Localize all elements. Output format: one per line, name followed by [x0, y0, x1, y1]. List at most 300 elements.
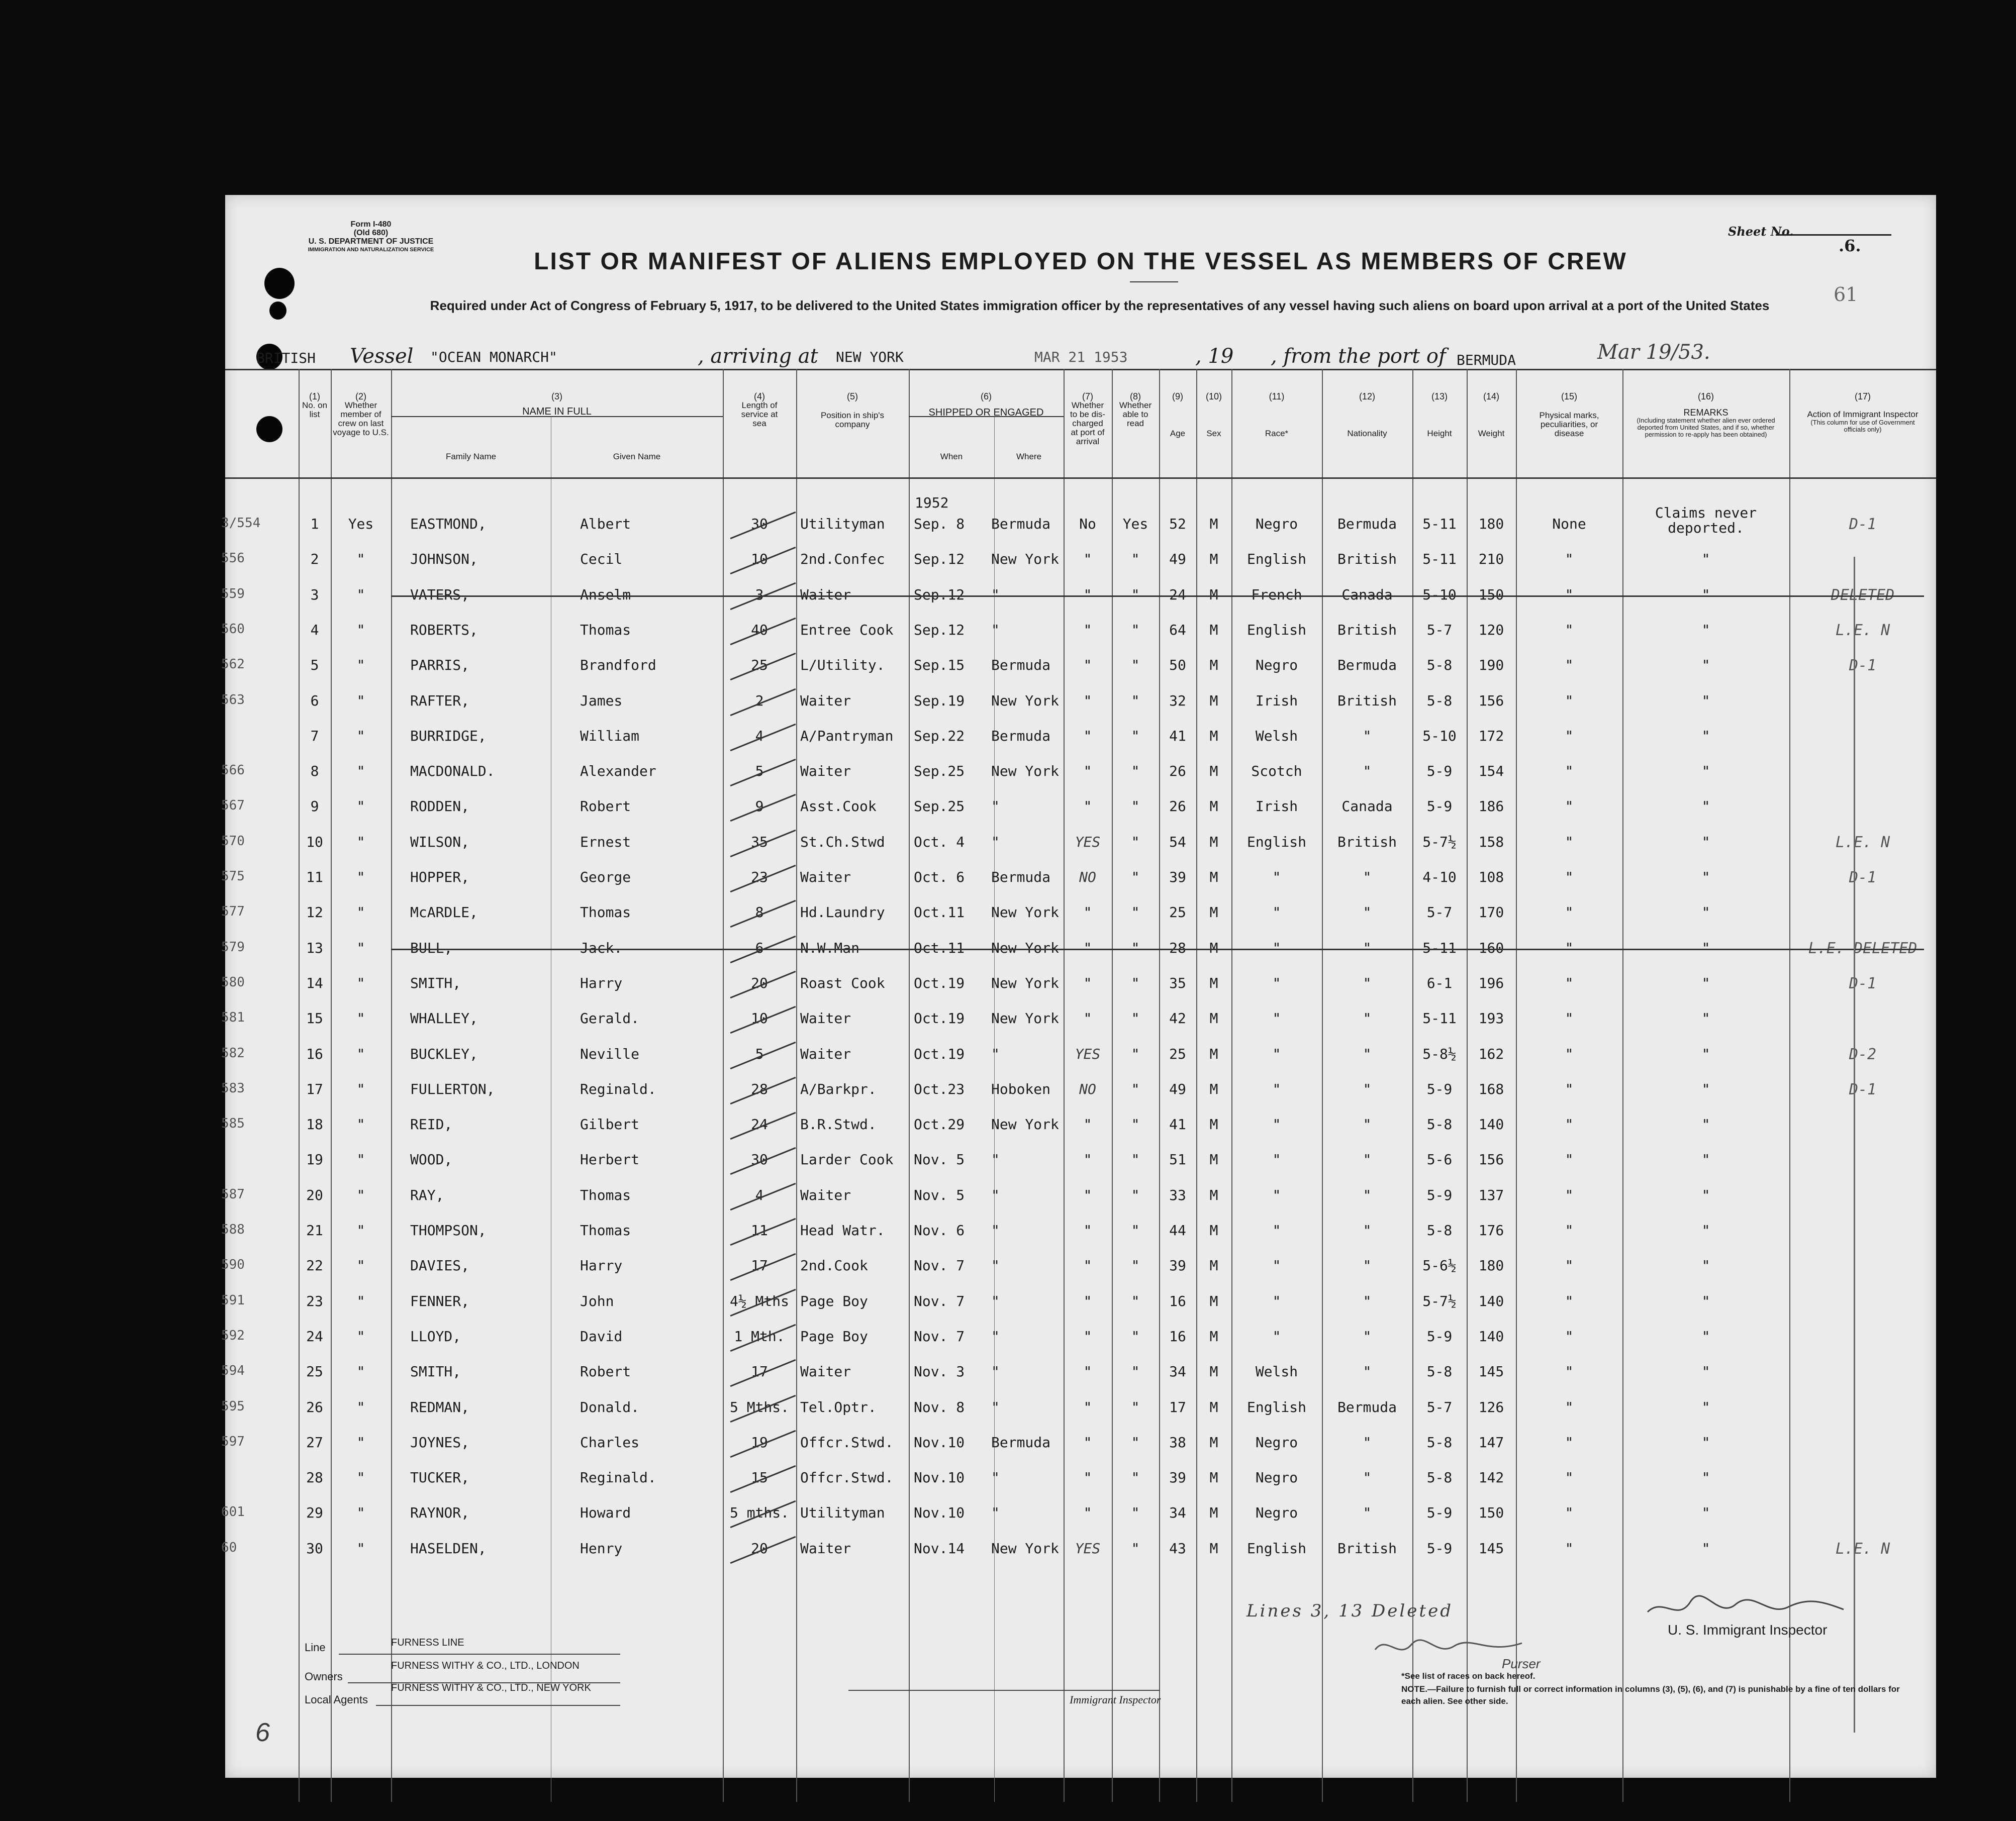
cell-age: 17 — [1169, 1399, 1186, 1415]
cell-service: 24 — [751, 1116, 768, 1133]
cell-family: REID, — [410, 1116, 453, 1133]
cell-nationality: " — [1363, 940, 1372, 956]
cell-discharged: No — [1079, 516, 1096, 532]
col-subheader-family: Family Name — [445, 452, 497, 461]
cell-where: " — [991, 1257, 1000, 1274]
cell-position: Larder Cook — [800, 1151, 894, 1168]
cell-when: Oct.23 — [914, 1081, 965, 1097]
cell-no: 6 — [310, 692, 319, 709]
cell-remarks: " — [1701, 692, 1710, 709]
cell-weight: 176 — [1478, 1222, 1504, 1239]
cell-age: 50 — [1169, 657, 1186, 673]
cell-ref: 562 — [221, 657, 245, 672]
cell-given: Ernest — [580, 834, 631, 850]
cell-when: Oct.11 — [914, 940, 965, 956]
cell-ref: 566 — [221, 763, 245, 778]
cell-where: " — [991, 1399, 1000, 1415]
cell-weight: 170 — [1478, 904, 1504, 921]
cell-discharged: " — [1083, 1363, 1092, 1380]
cell-action: D-1 — [1849, 1081, 1877, 1098]
cell-where: New York — [991, 763, 1059, 779]
cell-given: Thomas — [580, 622, 631, 638]
cell-where: New York — [991, 1116, 1059, 1133]
cell-sex: M — [1209, 1293, 1218, 1309]
cell-where: " — [991, 1363, 1000, 1380]
cell-nationality: " — [1363, 1116, 1372, 1133]
col-header-sex — [1196, 392, 1231, 438]
cell-ref: 560 — [221, 622, 245, 637]
col-label: Position in ship's company — [820, 411, 885, 429]
cell-height: 5-6 — [1426, 1151, 1453, 1168]
cell-discharged: " — [1083, 657, 1092, 673]
col-label: Whether to be dis-charged at port of arrival — [1070, 400, 1105, 446]
cell-when: Sep.25 — [914, 763, 965, 779]
cell-crew: " — [356, 1540, 365, 1557]
cell-given: Thomas — [580, 904, 631, 921]
cell-action: D-1 — [1849, 516, 1877, 533]
cell-sex: M — [1209, 1081, 1218, 1097]
cell-height: 5-8 — [1426, 1222, 1453, 1239]
cell-nationality: " — [1363, 904, 1372, 921]
cell-nationality: " — [1363, 1187, 1372, 1203]
cell-crew: " — [356, 1116, 365, 1133]
cell-ref: 590 — [221, 1257, 245, 1272]
col-label: Nationality — [1347, 429, 1387, 438]
owners-label: Owners — [305, 1670, 343, 1683]
cell-when: Nov. 8 — [914, 1399, 965, 1415]
cell-sex: M — [1209, 834, 1218, 850]
col-header-marks — [1516, 392, 1622, 438]
cell-crew: " — [356, 1399, 365, 1415]
cell-family: BURRIDGE, — [410, 728, 487, 744]
cell-given: Henry — [580, 1540, 623, 1557]
cell-service: 3 — [755, 586, 764, 603]
cell-position: Page Boy — [800, 1328, 868, 1345]
cell-no: 27 — [306, 1434, 323, 1451]
cell-marks: " — [1565, 1399, 1574, 1415]
cell-age: 64 — [1169, 622, 1186, 638]
cell-action: D-1 — [1849, 657, 1877, 674]
cell-height: 5-11 — [1422, 1010, 1457, 1027]
arriving-label: , arriving at — [698, 345, 818, 368]
cell-race: English — [1246, 551, 1306, 567]
cell-race: " — [1272, 975, 1281, 991]
cell-remarks: " — [1701, 1010, 1710, 1027]
agents-label: Local Agents — [305, 1693, 368, 1706]
cell-remarks: " — [1701, 1222, 1710, 1239]
cell-position: Waiter — [800, 1363, 851, 1380]
cell-when: Oct.19 — [914, 975, 965, 991]
cell-discharged: " — [1083, 586, 1092, 603]
cell-service: 10 — [751, 551, 768, 567]
cell-remarks: " — [1701, 1081, 1710, 1097]
cell-service: 17 — [751, 1363, 768, 1380]
cell-family: RAY, — [410, 1187, 444, 1203]
cell-family: EASTMOND, — [410, 516, 487, 532]
cell-position: B.R.Stwd. — [800, 1116, 877, 1133]
cell-remarks: Claims never deported. — [1655, 504, 1757, 536]
cell-family: THOMPSON, — [410, 1222, 487, 1239]
line-value: FURNESS LINE — [391, 1637, 464, 1648]
cell-weight: 172 — [1478, 728, 1504, 744]
col-num: (9) — [1172, 391, 1183, 401]
cell-given: Thomas — [580, 1222, 631, 1239]
cell-crew: " — [356, 940, 365, 956]
cell-height: 5-9 — [1426, 1540, 1453, 1557]
cell-given: Robert — [580, 798, 631, 815]
cell-position: Waiter — [800, 1010, 851, 1027]
cell-read: " — [1131, 834, 1140, 850]
year-note: 1952 — [915, 494, 949, 511]
cell-sex: M — [1209, 1010, 1218, 1027]
cell-marks: " — [1565, 728, 1574, 744]
cell-marks: " — [1565, 1222, 1574, 1239]
cell-family: TUCKER, — [410, 1469, 470, 1486]
cell-race: Negro — [1255, 657, 1298, 673]
cell-ref: 577 — [221, 904, 245, 919]
cell-position: Tel.Optr. — [800, 1399, 877, 1415]
cell-when: Oct.11 — [914, 904, 965, 921]
cell-age: 26 — [1169, 798, 1186, 815]
cell-age: 34 — [1169, 1504, 1186, 1521]
cell-no: 10 — [306, 834, 323, 850]
from-port-label: , from the port of — [1271, 345, 1446, 368]
cell-remarks: " — [1701, 1540, 1710, 1557]
cell-height: 5-7½ — [1422, 834, 1457, 850]
cell-crew: " — [356, 1046, 365, 1062]
cell-race: " — [1272, 1293, 1281, 1309]
cell-read: " — [1131, 1399, 1140, 1415]
cell-given: Anselm — [580, 586, 631, 603]
cell-where: " — [991, 586, 1000, 603]
cell-nationality: " — [1363, 1363, 1372, 1380]
cell-crew: " — [356, 904, 365, 921]
cell-discharged: " — [1083, 975, 1092, 991]
cell-service: 8 — [755, 904, 764, 921]
cell-marks: None — [1552, 516, 1586, 532]
cell-when: Sep.12 — [914, 622, 965, 638]
cell-when: Nov. 3 — [914, 1363, 965, 1380]
cell-weight: 196 — [1478, 975, 1504, 991]
cell-crew: Yes — [348, 516, 374, 532]
cell-read: " — [1131, 975, 1140, 991]
cell-age: 16 — [1169, 1328, 1186, 1345]
cell-crew: " — [356, 551, 365, 567]
cell-race: " — [1272, 1010, 1281, 1027]
cell-weight: 147 — [1478, 1434, 1504, 1451]
cell-age: 52 — [1169, 516, 1186, 532]
cell-family: SMITH, — [410, 975, 461, 991]
cell-age: 44 — [1169, 1222, 1186, 1239]
cell-nationality: British — [1337, 834, 1397, 850]
cell-where: New York — [991, 692, 1059, 709]
cell-remarks: " — [1701, 1116, 1710, 1133]
cell-sex: M — [1209, 975, 1218, 991]
cell-age: 41 — [1169, 728, 1186, 744]
cell-remarks: " — [1701, 586, 1710, 603]
cell-service: 30 — [751, 1151, 768, 1168]
cell-service: 5 mths. — [729, 1504, 789, 1521]
cell-ref: 597 — [221, 1434, 245, 1449]
cell-action: L.E. N — [1835, 622, 1890, 639]
col-header-position — [796, 392, 909, 429]
cell-remarks: " — [1701, 657, 1710, 673]
cell-race: English — [1246, 1540, 1306, 1557]
cell-race: Negro — [1255, 1469, 1298, 1486]
cell-age: 28 — [1169, 940, 1186, 956]
cell-race: French — [1251, 586, 1302, 603]
cell-where: Bermuda — [991, 869, 1051, 885]
page-mark: 6 — [255, 1718, 270, 1747]
cell-remarks: " — [1701, 940, 1710, 956]
cell-where: " — [991, 1469, 1000, 1486]
cell-given: James — [580, 692, 623, 709]
cell-service: 20 — [751, 1540, 768, 1557]
cell-given: Neville — [580, 1046, 640, 1062]
cell-weight: 150 — [1478, 1504, 1504, 1521]
cell-crew: " — [356, 1257, 365, 1274]
cell-read: " — [1131, 940, 1140, 956]
cell-service: 4½ Mths — [729, 1293, 789, 1309]
cell-read: " — [1131, 1046, 1140, 1062]
col-label: REMARKS — [1683, 408, 1729, 418]
cell-no: 19 — [306, 1151, 323, 1168]
cell-no: 1 — [310, 516, 319, 532]
col-label: Whether member of crew on last voyage to U.S. — [333, 400, 389, 437]
cell-nationality: " — [1363, 1222, 1372, 1239]
cell-when: Sep.22 — [914, 728, 965, 744]
cell-race: Scotch — [1251, 763, 1302, 779]
cell-nationality: Bermuda — [1337, 1399, 1397, 1415]
cell-age: 41 — [1169, 1116, 1186, 1133]
cell-when: Nov.10 — [914, 1469, 965, 1486]
cell-height: 5-8 — [1426, 1116, 1453, 1133]
cell-height: 4-10 — [1422, 869, 1457, 885]
cell-sex: M — [1209, 657, 1218, 673]
cell-nationality: " — [1363, 1434, 1372, 1451]
cell-given: Thomas — [580, 1187, 631, 1203]
cell-read: " — [1131, 1187, 1140, 1203]
cell-crew: " — [356, 1328, 365, 1345]
cell-discharged: " — [1083, 763, 1092, 779]
cell-read: " — [1131, 1469, 1140, 1486]
cell-marks: " — [1565, 1010, 1574, 1027]
cell-marks: " — [1565, 1116, 1574, 1133]
purser-label: Purser — [1502, 1656, 1541, 1671]
column-divider — [909, 369, 910, 1802]
col-subheader-where: Where — [1016, 452, 1042, 461]
cell-family: WOOD, — [410, 1151, 453, 1168]
cell-discharged: " — [1083, 1504, 1092, 1521]
cell-height: 5-11 — [1422, 516, 1457, 532]
cell-marks: " — [1565, 551, 1574, 567]
cell-no: 11 — [306, 869, 323, 885]
cell-nationality: " — [1363, 1469, 1372, 1486]
cell-position: Asst.Cook — [800, 798, 877, 815]
cell-no: 23 — [306, 1293, 323, 1309]
cell-race: " — [1272, 1257, 1281, 1274]
cell-when: Oct. 4 — [914, 834, 965, 850]
cell-height: 5-9 — [1426, 1504, 1453, 1521]
col-num: (3) — [551, 391, 562, 401]
cell-age: 24 — [1169, 586, 1186, 603]
cell-marks: " — [1565, 657, 1574, 673]
cell-nationality: " — [1363, 1081, 1372, 1097]
arrival-date-stamp: MAR 21 1953 — [1034, 349, 1128, 365]
cell-sex: M — [1209, 904, 1218, 921]
service: IMMIGRATION AND NATURALIZATION SERVICE — [308, 247, 434, 253]
cell-nationality: Bermuda — [1337, 657, 1397, 673]
cell-where: Bermuda — [991, 728, 1051, 744]
cell-position: 2nd.Cook — [800, 1257, 868, 1274]
cell-age: 39 — [1169, 869, 1186, 885]
cell-no: 12 — [306, 904, 323, 921]
cell-position: Roast Cook — [800, 975, 885, 991]
cell-nationality: British — [1337, 551, 1397, 567]
cell-weight: 140 — [1478, 1293, 1504, 1309]
cell-remarks: " — [1701, 834, 1710, 850]
cell-when: Oct.29 — [914, 1116, 965, 1133]
cell-ref: 575 — [221, 869, 245, 884]
cell-when: Nov.14 — [914, 1540, 965, 1557]
cell-read: " — [1131, 1222, 1140, 1239]
cell-nationality: " — [1363, 1046, 1372, 1062]
cell-where: Bermuda — [991, 1434, 1051, 1451]
cell-family: WHALLEY, — [410, 1010, 478, 1027]
cell-weight: 142 — [1478, 1469, 1504, 1486]
col-label: Age — [1170, 429, 1186, 438]
cell-service: 20 — [751, 975, 768, 991]
cell-discharged: YES — [1075, 834, 1101, 850]
cell-height: 5-10 — [1422, 586, 1457, 603]
cell-ref: 587 — [221, 1187, 245, 1202]
cell-nationality: Bermuda — [1337, 516, 1397, 532]
cell-when: Oct.19 — [914, 1010, 965, 1027]
cell-age: 51 — [1169, 1151, 1186, 1168]
cell-remarks: " — [1701, 1434, 1710, 1451]
cell-sex: M — [1209, 1046, 1218, 1062]
cell-service: 19 — [751, 1434, 768, 1451]
cell-weight: 193 — [1478, 1010, 1504, 1027]
cell-read: " — [1131, 798, 1140, 815]
cell-position: Utilityman — [800, 1504, 885, 1521]
cell-given: David — [580, 1328, 623, 1345]
deleted-lines-note: Lines 3, 13 Deleted — [1246, 1601, 1453, 1621]
cell-weight: 180 — [1478, 516, 1504, 532]
cell-family: JOHNSON, — [410, 551, 478, 567]
sheet-number: .6. — [1839, 236, 1861, 255]
cell-nationality: British — [1337, 622, 1397, 638]
punch-hole — [269, 301, 286, 320]
col-num: (10) — [1205, 391, 1222, 401]
cell-family: FULLERTON, — [410, 1081, 495, 1097]
cell-given: Harry — [580, 975, 623, 991]
cell-crew: " — [356, 586, 365, 603]
cell-nationality: " — [1363, 1328, 1372, 1345]
cell-ref: 567 — [221, 798, 245, 813]
cell-sex: M — [1209, 728, 1218, 744]
cell-read: " — [1131, 1081, 1140, 1097]
cell-when: Sep.19 — [914, 692, 965, 709]
cell-discharged: " — [1083, 622, 1092, 638]
cell-nationality: " — [1363, 1293, 1372, 1309]
page-title: LIST OR MANIFEST OF ALIENS EMPLOYED ON THE VESSEL AS MEMBERS OF CREW — [534, 248, 1627, 275]
cell-nationality: " — [1363, 763, 1372, 779]
cell-discharged: " — [1083, 1399, 1092, 1415]
col-header-age — [1159, 392, 1196, 438]
cell-where: Hoboken — [991, 1081, 1051, 1097]
cell-race: " — [1272, 1081, 1281, 1097]
deleted-row-strike — [391, 949, 1924, 950]
cell-marks: " — [1565, 1151, 1574, 1168]
cell-service: 30 — [751, 516, 768, 532]
cell-discharged: NO — [1079, 869, 1096, 885]
cell-no: 30 — [306, 1540, 323, 1557]
cell-service: 11 — [751, 1222, 768, 1239]
cell-discharged: " — [1083, 1293, 1092, 1309]
year-prefix: , 19 — [1195, 345, 1234, 368]
cell-sex: M — [1209, 1187, 1218, 1203]
cell-remarks: " — [1701, 904, 1710, 921]
cell-position: N.W.Man — [800, 940, 860, 956]
cell-age: 49 — [1169, 551, 1186, 567]
cell-weight: 108 — [1478, 869, 1504, 885]
cell-where: New York — [991, 904, 1059, 921]
page-subtitle: Required under Act of Congress of February 5, 1917, to be delivered to the United States immigration officer by the representatives of any vessel having such aliens on board upon arrival at a port of the United States — [430, 298, 1770, 313]
cell-crew: " — [356, 1081, 365, 1097]
cell-family: JOYNES, — [410, 1434, 470, 1451]
cell-where: New York — [991, 551, 1059, 567]
cell-position: Offcr.Stwd. — [800, 1434, 894, 1451]
cell-family: REDMAN, — [410, 1399, 470, 1415]
cell-read: " — [1131, 763, 1140, 779]
penalty-note: NOTE.—Failure to furnish full or correct information in columns (3), (5), (6), and (7) is punishable by a fine of ten dollars for each alien. See other side. — [1401, 1684, 1900, 1706]
cell-height: 5-7½ — [1422, 1293, 1457, 1309]
col-subheader-when: When — [940, 452, 963, 461]
cell-given: John — [580, 1293, 614, 1309]
cell-no: 24 — [306, 1328, 323, 1345]
col-label: No. on list — [302, 400, 328, 419]
cell-position: Waiter — [800, 692, 851, 709]
cell-ref: 592 — [221, 1328, 245, 1343]
cell-marks: " — [1565, 798, 1574, 815]
cell-action: L.E. DELETED — [1808, 940, 1917, 957]
cell-sex: M — [1209, 1540, 1218, 1557]
arriving-port: NEW YORK — [836, 349, 904, 365]
cell-position: Utilityman — [800, 516, 885, 532]
cell-read: " — [1131, 904, 1140, 921]
cell-marks: " — [1565, 1328, 1574, 1345]
cell-no: 7 — [310, 728, 319, 744]
cell-height: 5-11 — [1422, 940, 1457, 956]
col-num: (6) — [981, 391, 992, 401]
col-label: Length of service at sea — [741, 400, 778, 428]
cell-given: William — [580, 728, 640, 744]
manifest-sheet — [221, 195, 1936, 1778]
cell-remarks: " — [1701, 763, 1710, 779]
cell-race: Welsh — [1255, 728, 1298, 744]
cell-sex: M — [1209, 1434, 1218, 1451]
cell-no: 15 — [306, 1010, 323, 1027]
cell-weight: 156 — [1478, 1151, 1504, 1168]
cell-no: 3 — [310, 586, 319, 603]
cell-remarks: " — [1701, 798, 1710, 815]
cell-where: " — [991, 834, 1000, 850]
cell-when: Sep.12 — [914, 586, 965, 603]
punch-hole — [256, 416, 282, 442]
cell-family: SMITH, — [410, 1363, 461, 1380]
cell-ref: 570 — [221, 834, 245, 849]
